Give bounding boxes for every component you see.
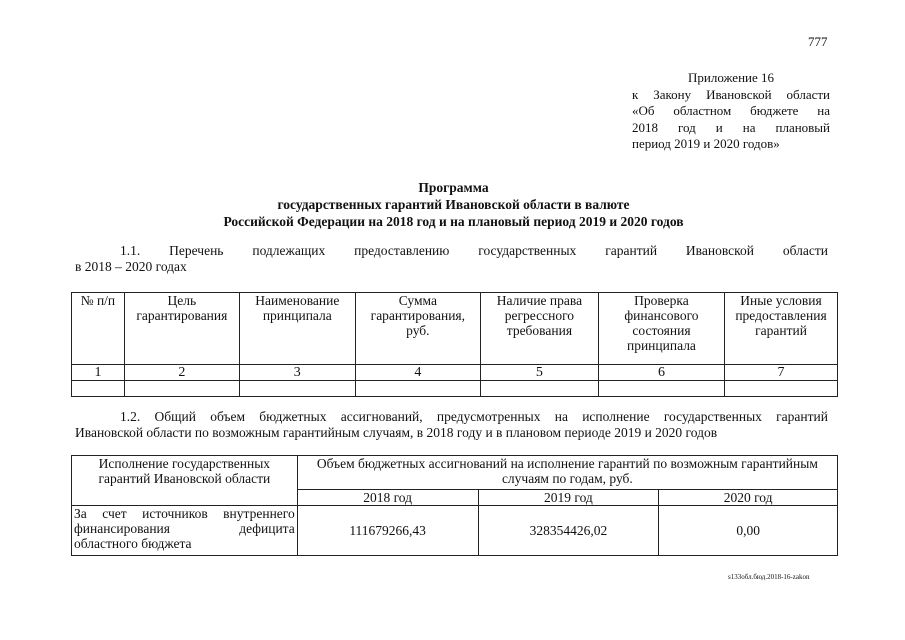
table-header-cell: Сумма гарантирования, руб. xyxy=(355,293,480,365)
row-label: За счет источников внутреннего финансирования дефицита областного бюджета xyxy=(72,506,298,556)
year-header: 2020 год xyxy=(659,490,838,506)
table-header-cell: Наименование принципала xyxy=(239,293,355,365)
table-header-cell: Цель гарантирования xyxy=(124,293,239,365)
value-cell: 111679266,43 xyxy=(297,506,478,556)
value-cell: 0,00 xyxy=(659,506,838,556)
column-number: 1 xyxy=(72,365,125,381)
appendix-line: к Закону Ивановской области xyxy=(632,86,830,102)
section-2-paragraph: 1.2. Общий объем бюджетных ассигнований, предусмотренных на исполнение государственных гарантий Ивановской области по возможным гарантийным случаям, в 2018 году и в плановом периоде 2019 и 2020 годов xyxy=(75,409,828,440)
footer-file-id: s133обл.бюд.2018-16-zakon xyxy=(728,573,810,581)
column-number: 5 xyxy=(480,365,598,381)
title-line: Программа xyxy=(418,180,489,195)
value-cell: 328354426,02 xyxy=(478,506,659,556)
year-header: 2018 год xyxy=(297,490,478,506)
title-line: Российской Федерации на 2018 год и на плановый период 2019 и 2020 годов xyxy=(223,214,684,229)
year-header: 2019 год xyxy=(478,490,659,506)
title-line: государственных гарантий Ивановской области в валюте xyxy=(277,197,630,212)
table-header-cell: № п/п xyxy=(72,293,125,365)
table-row xyxy=(72,506,838,556)
allocations-table xyxy=(71,455,838,556)
table-header-cell: Наличие права регрессного требования xyxy=(480,293,598,365)
table-row xyxy=(72,381,838,397)
appendix-line: Приложение 16 xyxy=(687,70,775,85)
column-number: 6 xyxy=(598,365,724,381)
appendix-line: 2018 год и на плановый xyxy=(632,119,830,135)
table-header-cell: Проверка финансового состояния принципала xyxy=(598,293,724,365)
column-number: 3 xyxy=(239,365,355,381)
column-number: 7 xyxy=(725,365,838,381)
table-header-cell: Иные условия предоставления гарантий xyxy=(725,293,838,365)
column-number: 2 xyxy=(124,365,239,381)
table-header-cell: Исполнение государственных гарантий Ивановской области xyxy=(72,456,298,506)
page-number: 777 xyxy=(808,34,828,49)
appendix-line: «Об областном бюджете на xyxy=(632,103,830,118)
appendix-block xyxy=(632,70,830,153)
section-1-paragraph: 1.1. Перечень подлежащих предоставлению государственных гарантий Ивановской области в 2018 – 2020 годах xyxy=(75,243,828,274)
document-title xyxy=(70,179,837,230)
column-number: 4 xyxy=(355,365,480,381)
table-group-header: Объем бюджетных ассигнований на исполнение гарантий по возможным гарантийным случаям по годам, руб. xyxy=(297,456,837,490)
appendix-line: период 2019 и 2020 годов» xyxy=(632,136,780,151)
guarantees-list-table xyxy=(71,292,838,397)
